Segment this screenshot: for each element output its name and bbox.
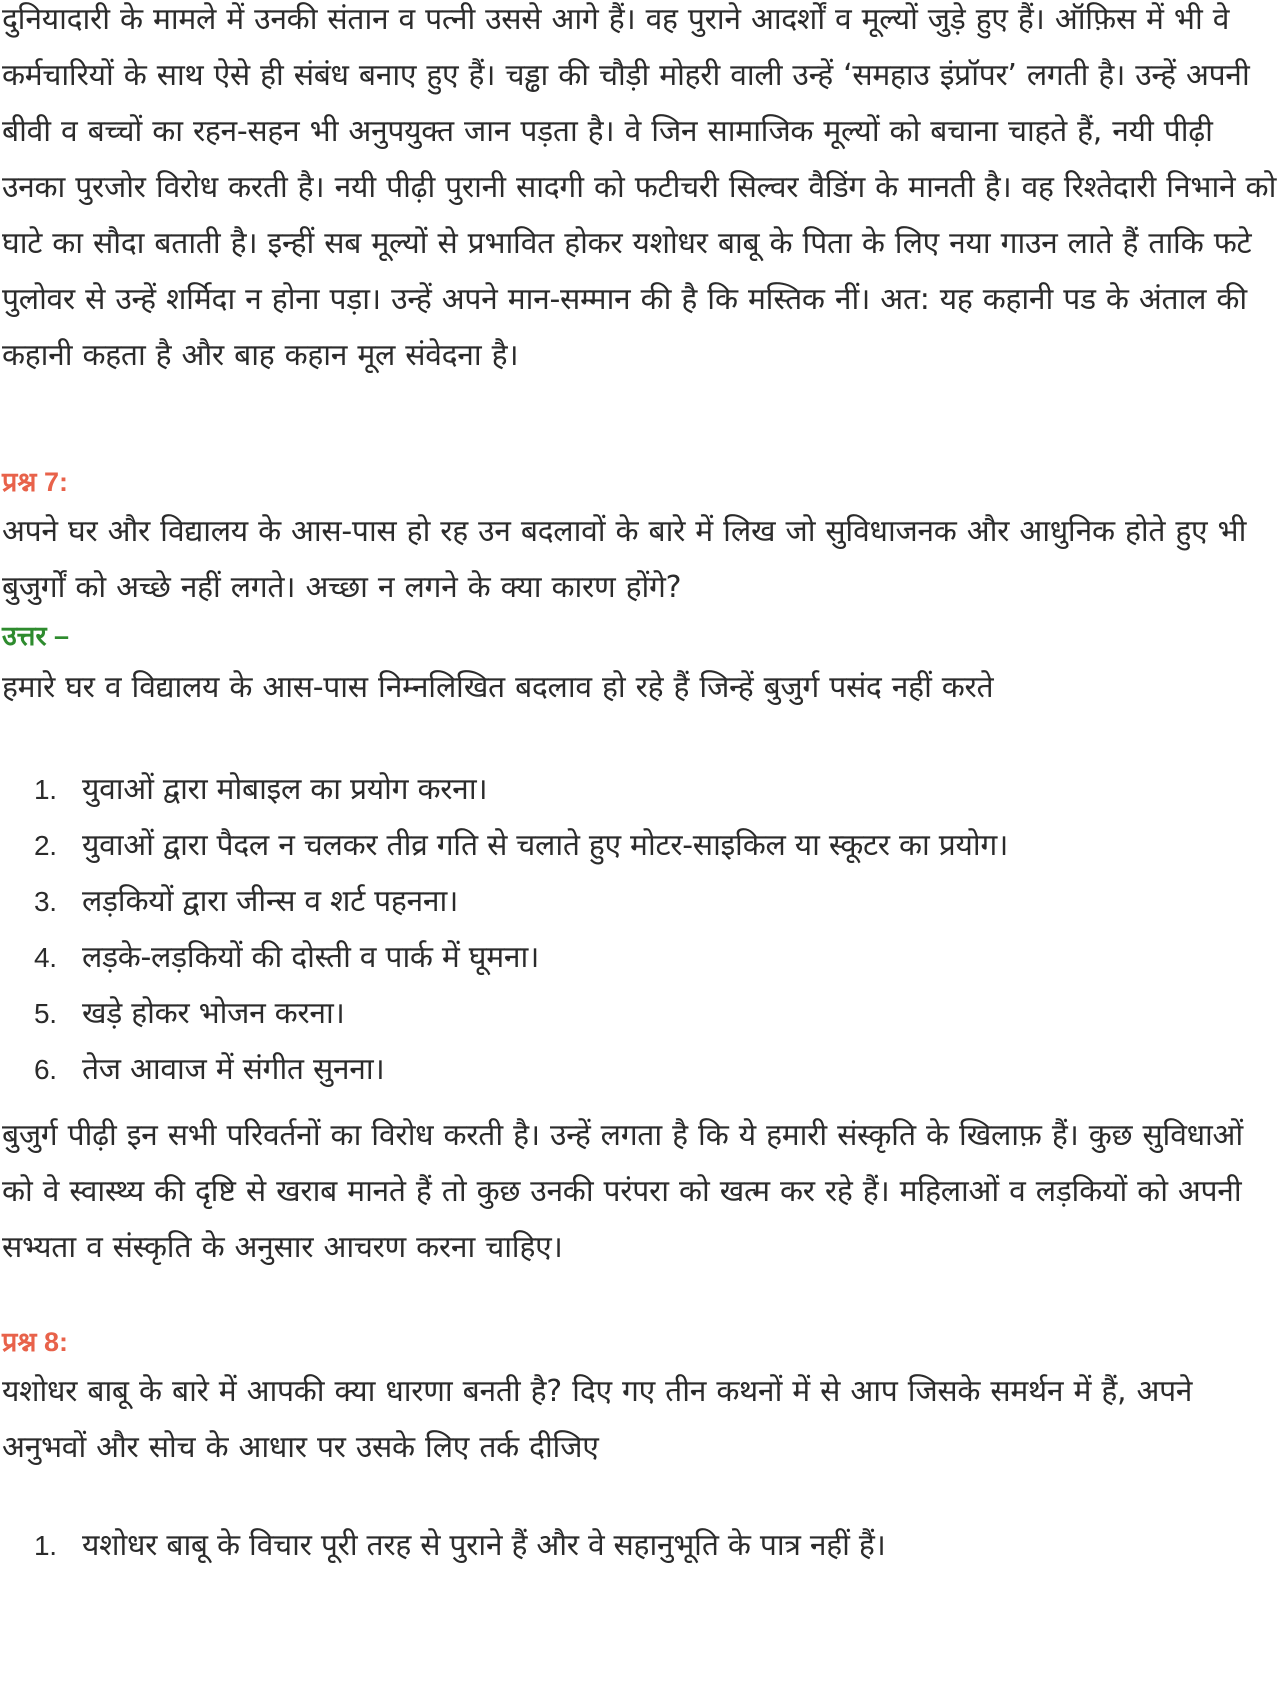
list-item bbox=[0, 930, 1287, 986]
list-item-number: 5. bbox=[34, 998, 57, 1029]
answer-7-intro: हमारे घर व विद्यालय के आस-पास निम्नलिखित बदलाव हो रहे हैं जिन्हें बुजुर्ग पसंद नहीं करते bbox=[2, 670, 994, 705]
list-item-text: लड़कियों द्वारा जीन्स व शर्ट पहनना। bbox=[82, 884, 459, 919]
list-item-text: युवाओं द्वारा पैदल न चलकर तीव्र गति से चलाते हुए मोटर-साइकिल या स्कूटर का प्रयोग। bbox=[82, 828, 1009, 863]
question-8-heading: प्रश्न 8: bbox=[2, 1327, 68, 1357]
list-item-text: यशोधर बाबू के विचार पूरी तरह से पुराने हैं और वे सहानुभूति के पात्र नहीं हैं। bbox=[82, 1528, 886, 1563]
list-item-number: 6. bbox=[34, 1054, 57, 1085]
question-7-text: अपने घर और विद्यालय के आस-पास हो रह उन बदलावों के बारे में लिख जो सुविधाजनक और आधुनिक होते हुए भी बुजुर्गों को अच्छे नहीं लगते। अच्छा न लगने के क्या कारण होंगे? bbox=[2, 514, 1247, 605]
question-7-heading: प्रश्न 7: bbox=[2, 467, 68, 497]
answer-7-heading: उत्तर – bbox=[2, 621, 70, 651]
question-8-text: यशोधर बाबू के बारे में आपकी क्या धारणा बनती है? दिए गए तीन कथनों में से आप जिसके समर्थन में हैं, अपने अनुभवों और सोच के आधार पर उसके लिए तर्क दीजिए bbox=[2, 1374, 1193, 1465]
list-item bbox=[0, 874, 1287, 930]
list-item-number: 1. bbox=[34, 774, 57, 805]
list-item bbox=[0, 1518, 1287, 1574]
answer-7-list bbox=[0, 762, 1287, 1098]
list-item-number: 4. bbox=[34, 942, 57, 973]
list-item-text: लड़के-लड़कियों की दोस्ती व पार्क में घूमना। bbox=[82, 940, 540, 975]
list-item-text: युवाओं द्वारा मोबाइल का प्रयोग करना। bbox=[82, 772, 488, 807]
list-item-text: खड़े होकर भोजन करना। bbox=[82, 996, 345, 1031]
list-item-text: तेज आवाज में संगीत सुनना। bbox=[82, 1052, 385, 1087]
list-item bbox=[0, 818, 1287, 874]
list-item-number: 3. bbox=[34, 886, 57, 917]
list-item bbox=[0, 762, 1287, 818]
list-item bbox=[0, 986, 1287, 1042]
answer-7-conclusion: बुजुर्ग पीढ़ी इन सभी परिवर्तनों का विरोध करती है। उन्हें लगता है कि ये हमारी संस्कृति के खिलाफ़ हैं। कुछ सुविधाओं को वे स्वास्थ्य की दृष्टि से खराब मानते हैं तो कुछ उनकी परंपरा को खत्म कर रहे हैं। महिलाओं व लड़कियों को अपनी सभ्यता व संस्कृति के अनुसार आचरण करना चाहिए। bbox=[2, 1118, 1243, 1265]
question-8-list bbox=[0, 1518, 1287, 1574]
intro-paragraph: दुनियादारी के मामले में उनकी संतान व पत्नी उससे आगे हैं। वह पुराने आदर्शों व मूल्यों जुड़े हुए हैं। ऑफ़िस में भी वे कर्मचारियों के साथ ऐसे ही संबंध बनाए हुए हैं। चड्ढा की चौड़ी मोहरी वाली उन्हें ‘समहाउ इंप्रॉपर’ लगती है। उन्हें अपनी बीवी व बच्चों का रहन-सहन भी अनुपयुक्त जान पड़ता है। वे जिन सामाजिक मूल्यों को बचाना चाहते हैं, नयी पीढ़ी उनका पुरजोर विरोध करती है। नयी पीढ़ी पुरानी सादगी को फटीचरी सिल्वर वैडिंग के मानती है। वह रिश्तेदारी निभाने को घाटे का सौदा बताती है। इन्हीं सब मूल्यों से प्रभावित होकर यशोधर बाबू के पिता के लिए नया गाउन लाते हैं ताकि फटे पुलोवर से उन्हें शर्मिदा न होना पड़ा। उन्हें अपने मान-सम्मान की है कि मस्तिक नीं। अत: यह कहानी पड के अंताल की कहानी कहता है और बाह कहान मूल संवेदना है। bbox=[2, 2, 1277, 373]
list-item bbox=[0, 1042, 1287, 1098]
list-item-number: 2. bbox=[34, 830, 57, 861]
list-item-number: 1. bbox=[34, 1530, 57, 1561]
